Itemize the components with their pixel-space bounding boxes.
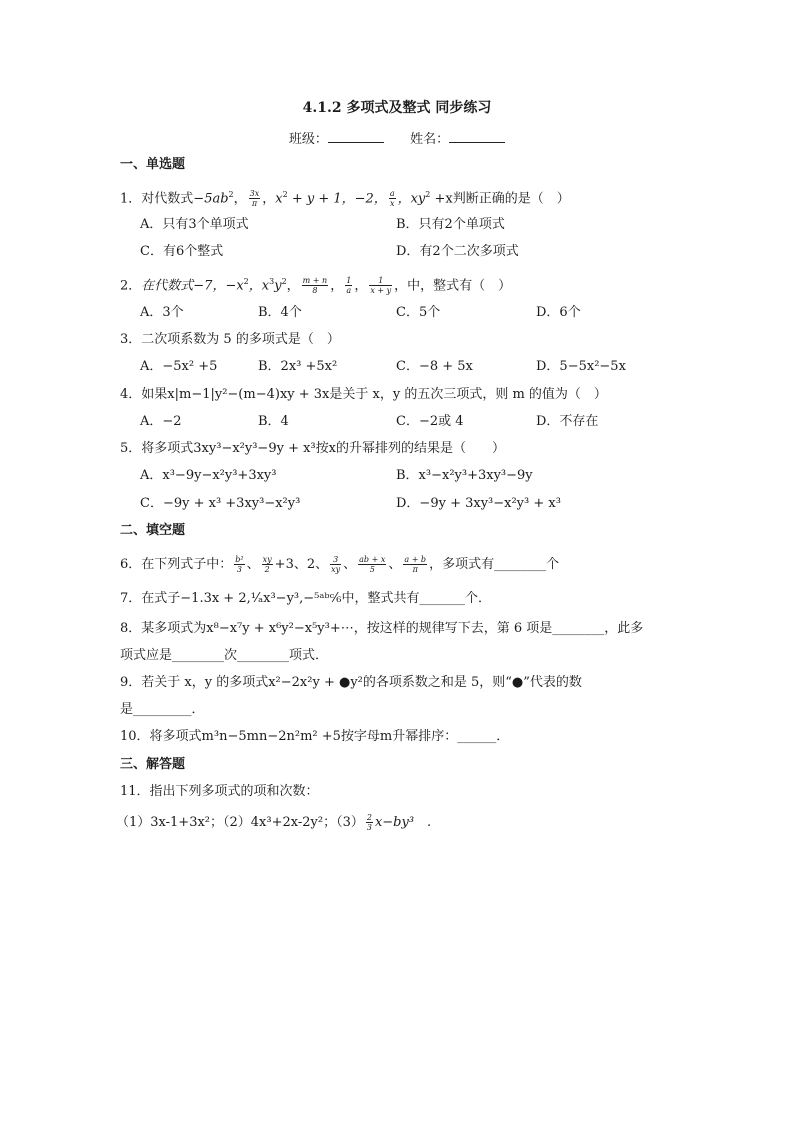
q1-option-a[interactable]: A．只有3个单项式 <box>140 217 249 232</box>
q2-option-c[interactable]: C．5个 <box>396 305 441 320</box>
q1-option-b[interactable]: B．只有2个单项式 <box>396 217 505 232</box>
q3-option-a[interactable]: A．−5x² +5 <box>140 359 218 374</box>
fraction: $\frac{3}{xy}$ <box>331 555 341 574</box>
question-11: 11．指出下列多项式的项和次数： <box>120 784 319 799</box>
q3-option-b[interactable]: B．2x³ +5x² <box>258 359 338 374</box>
student-info <box>0 128 794 147</box>
question-5: 5．将多项式3xy³−x²y³−9y + x³按x的升幂排列的结果是（ ） <box>120 441 505 456</box>
class-label: 班级： <box>288 132 328 147</box>
page-title: 4.1.2 多项式及整式 同步练习 <box>302 100 492 116</box>
fraction: $\frac{a + b}{\pi}$ <box>404 555 427 574</box>
q3-option-d[interactable]: D．5−5x²−5x <box>536 359 626 374</box>
q5-option-d[interactable]: D．−9y + 3xy³−x²y³ + x³ <box>396 496 561 511</box>
fraction: $\frac{m + n}{8}$ <box>302 276 328 296</box>
question-8-line-2: 项式应是________次________项式． <box>120 648 329 663</box>
q3-option-c[interactable]: C．−8 + 5x <box>396 359 473 374</box>
q5-option-c[interactable]: C．−9y + x³ +3xy³−x²y³ <box>140 496 301 511</box>
question-1: 1．对代数式$-5ab^2$， $\frac{3x}{\pi}$ ，$x^2 + y + 1$，−2， $\frac{a}{x}$ ，$xy^2 +x$判断正确的是（ ） <box>120 189 570 209</box>
question-4: 4．如果x|m−1|y²−(m−4)xy + 3x是关于 x，y 的五次三项式，则 m 的值为（ ） <box>120 387 607 402</box>
q4-option-a[interactable]: A．−2 <box>140 414 182 429</box>
section-heading-1: 一、单选题 <box>120 157 186 172</box>
fraction: $\frac{3x}{\pi}$ <box>249 189 260 209</box>
section-heading-2: 二、填空题 <box>120 523 186 538</box>
class-blank[interactable] <box>328 128 384 143</box>
q4-option-d[interactable]: D．不存在 <box>536 414 599 429</box>
fraction: $\frac{2}{3}$ <box>366 813 372 832</box>
q4-option-c[interactable]: C．−2或 4 <box>396 414 464 429</box>
fraction: $\frac{1}{a}$ <box>346 276 352 296</box>
q5-option-b[interactable]: B．x³−x²y³+3xy³−9y <box>396 468 533 483</box>
q2-option-a[interactable]: A．3个 <box>140 305 184 320</box>
q4-option-b[interactable]: B．4 <box>258 414 289 429</box>
q1-option-d[interactable]: D．有2个二次多项式 <box>396 244 519 259</box>
question-6: 6．在下列式子中： $\frac{\text{b²}}{3}$ 、 $\frac{xy}{2}$ +3、2、 $\frac{3}{xy}$ 、 $\frac{ab + x}{5}$ 、 $\frac{a + b}{\pi}$ ，多项式有________个 <box>120 555 560 574</box>
question-3: 3．二次项系数为 5 的多项式是（ ） <box>120 332 340 347</box>
question-9-line-2: 是_________． <box>120 702 205 717</box>
name-blank[interactable] <box>449 128 505 143</box>
fraction: $\frac{ab + x}{5}$ <box>359 555 386 574</box>
question-2: 2．在代数式−7，$-x^2$，$x^3y^2$， $\frac{m + n}{8}$ ， $\frac{1}{a}$ ， $\frac{1}{x + y}$ ，中，整式有（ ） <box>120 276 512 296</box>
q2-option-d[interactable]: D．6个 <box>536 305 581 320</box>
question-9-line-1: 9．若关于 x，y 的多项式x²−2x²y + ●y²的各项系数之和是 5，则“●”代表的数 <box>120 675 582 690</box>
question-11-parts: （1）3x-1+3x²；（2）4x³+2x-2y²；（3） $\frac{2}{3}$ x−by³ . <box>116 813 432 832</box>
q5-option-a[interactable]: A．x³−9y−x²y³+3xy³ <box>140 468 277 483</box>
section-heading-3: 三、解答题 <box>120 757 186 772</box>
fraction: $\frac{1}{x + y}$ <box>370 276 392 296</box>
fraction: $\frac{\text{b²}}{3}$ <box>235 555 244 574</box>
q2-option-b[interactable]: B．4个 <box>258 305 302 320</box>
question-7: 7．在式子−1.3x + 2,¹⁄ₐx³−y³,−⁵ᵃᵇᶜ⁄₆中，整式共有_______个． <box>120 591 491 606</box>
question-8-line-1: 8．某多项式为x⁸−x⁷y + x⁶y²−x⁵y³+⋯，按这样的规律写下去，第 6 项是________，此多 <box>120 621 644 636</box>
q1-option-c[interactable]: C．有6个整式 <box>140 244 224 259</box>
fraction: $\frac{a}{x}$ <box>389 189 395 209</box>
fraction: $\frac{xy}{2}$ <box>262 555 272 574</box>
name-label: 姓名： <box>410 132 450 147</box>
question-10: 10．将多项式m³n−5mn−2n²m² +5按字母m升幂排序：______． <box>120 729 510 744</box>
